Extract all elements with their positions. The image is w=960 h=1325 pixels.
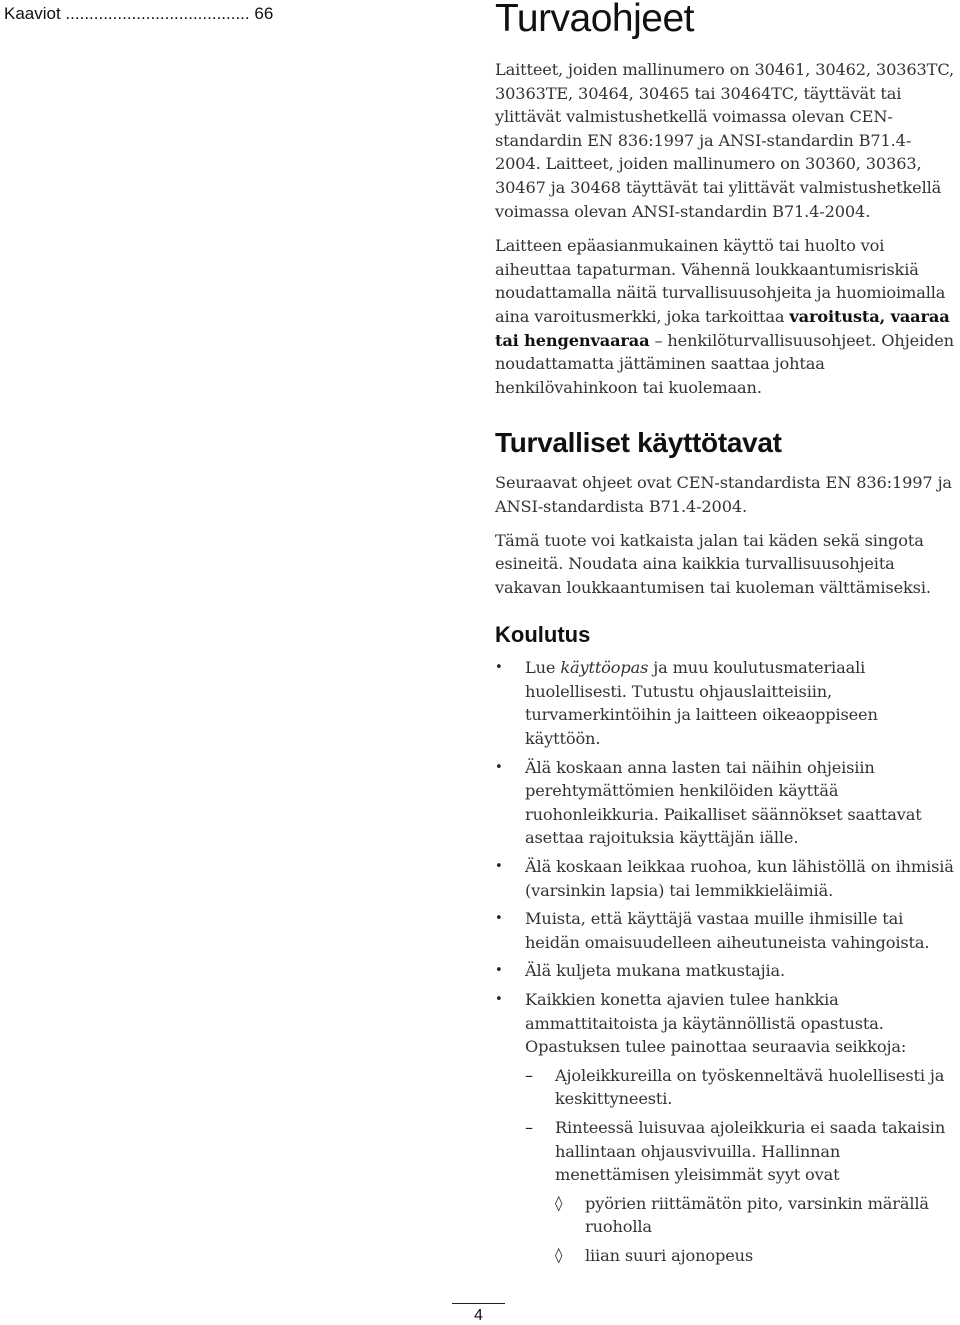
toc-leader: ....................................... [60, 4, 250, 23]
causes-list [555, 1192, 955, 1268]
list-item [495, 656, 955, 750]
list-item [495, 855, 955, 902]
sublist-item [525, 1064, 955, 1111]
warning-emphasis: varoitusta, vaaraa tai hengenvaaraa [495, 306, 950, 350]
bullet-icon: • [495, 759, 503, 775]
toc-label: Kaaviot [4, 4, 61, 23]
item-text: ja muu koulutusmateriaali huolellisesti. Tutustu ohjauslaitteisiin, turvamerkintöihin ja laitteen oikeaoppiseen käyttöön. [525, 658, 878, 749]
item-text: Älä koskaan anna lasten tai näihin ohjeisiin perehtymättömien henkilöiden käyttää ruohonleikkuria. Paikalliset säännökset saattavat asettaa rajoituksia käyttäjän iälle. [525, 757, 922, 848]
dash-icon: – [525, 1065, 533, 1085]
cause-item [555, 1192, 955, 1239]
intro-p2-text: Laitteen epäasianmukainen käyttö tai huolto voi aiheuttaa tapaturman. Vähennä loukkaantumisriskiä noudattamalla näitä turvallisuusohjeita ja huomioimalla aina varoitusmerkki, joka tarkoittaa [495, 236, 946, 326]
bullet-icon: • [495, 911, 503, 927]
list-item [495, 756, 955, 850]
diamond-icon: ◊ [555, 1245, 563, 1264]
list-item [495, 907, 955, 954]
toc-page-number: 66 [254, 4, 274, 23]
item-text: liian suuri ajonopeus [585, 1245, 754, 1265]
bullet-icon: • [495, 859, 503, 875]
toc-entry-kaaviot[interactable] [4, 4, 464, 24]
item-text: Kaikkien konetta ajavien tulee hankkia ammattitaitoista ja käytännöllistä opastusta. Opastuksen tulee painottaa seuraavia seikkoja: [525, 990, 907, 1057]
sublist-item [525, 1116, 955, 1268]
page-title: Turvaohjeet [495, 0, 695, 40]
item-text: Rinteessä luisuvaa ajoleikkuria ei saada takaisin hallintaan ohjausvivuilla. Hallinnan menettämisen yleisimmät syyt ovat [555, 1117, 946, 1185]
main-content [495, 0, 955, 1268]
section-paragraph-1: Seuraavat ohjeet ovat CEN-standardista EN 836:1997 ja ANSI-standardista B71.4-2004. [495, 473, 952, 516]
dash-icon: – [525, 1117, 533, 1137]
item-text: Älä koskaan leikkaa ruohoa, kun lähistöllä on ihmisiä (varsinkin lapsia) tai lemmikkieläimiä. [525, 857, 954, 900]
item-text: Muista, että käyttäjä vastaa muille ihmisille tai heidän omaisuudelleen aiheutuneista vahingoista. [525, 909, 930, 952]
cause-item [555, 1244, 955, 1268]
bullet-icon: • [495, 992, 503, 1007]
page-number: 4 [452, 1303, 505, 1325]
bullet-icon: • [495, 963, 503, 979]
list-item [495, 959, 955, 983]
training-sublist [525, 1064, 955, 1268]
intro-paragraph-2 [495, 234, 955, 399]
training-list [495, 656, 955, 1267]
subheading-training: Koulutus [495, 622, 591, 648]
diamond-icon: ◊ [555, 1193, 563, 1212]
manual-reference: käyttöopas [560, 658, 649, 678]
section-paragraph-2: Tämä tuote voi katkaista jalan tai käden sekä singota esineitä. Noudata aina kaikkia turvallisuusohjeita vakavan loukkaantumisen tai kuoleman välttämiseksi. [495, 530, 931, 597]
bullet-icon: • [495, 660, 503, 676]
item-text: Älä kuljeta mukana matkustajia. [525, 961, 785, 981]
list-item [495, 988, 955, 1268]
item-text: Ajoleikkureilla on työskenneltävä huolellisesti ja keskittyneesti. [555, 1065, 945, 1109]
intro-p2-end: – henkilöturvallisuusohjeet. Ohjeiden noudattamatta jättäminen saattaa johtaa henkilövahinkoon tai kuolemaan. [495, 330, 954, 397]
item-text: Lue [525, 658, 561, 678]
item-text: pyörien riittämätön pito, varsinkin märällä ruoholla [585, 1193, 929, 1237]
intro-paragraph-1: Laitteet, joiden mallinumero on 30461, 30462, 30363TC, 30363TE, 30464, 30465 tai 30464TC, täyttävät tai ylittävät valmistushetkellä voimassa olevan CEN-standardin EN 836:1997 ja ANSI-standardin B71.4-2004. Laitteet, joiden mallinumero on 30360, 30363, 30467 ja 30468 täyttävät tai ylittävät valmistushetkellä voimassa olevan ANSI-standardin B71.4-2004. [495, 60, 954, 221]
section-heading-safe-use: Turvalliset käyttötavat [495, 427, 782, 459]
